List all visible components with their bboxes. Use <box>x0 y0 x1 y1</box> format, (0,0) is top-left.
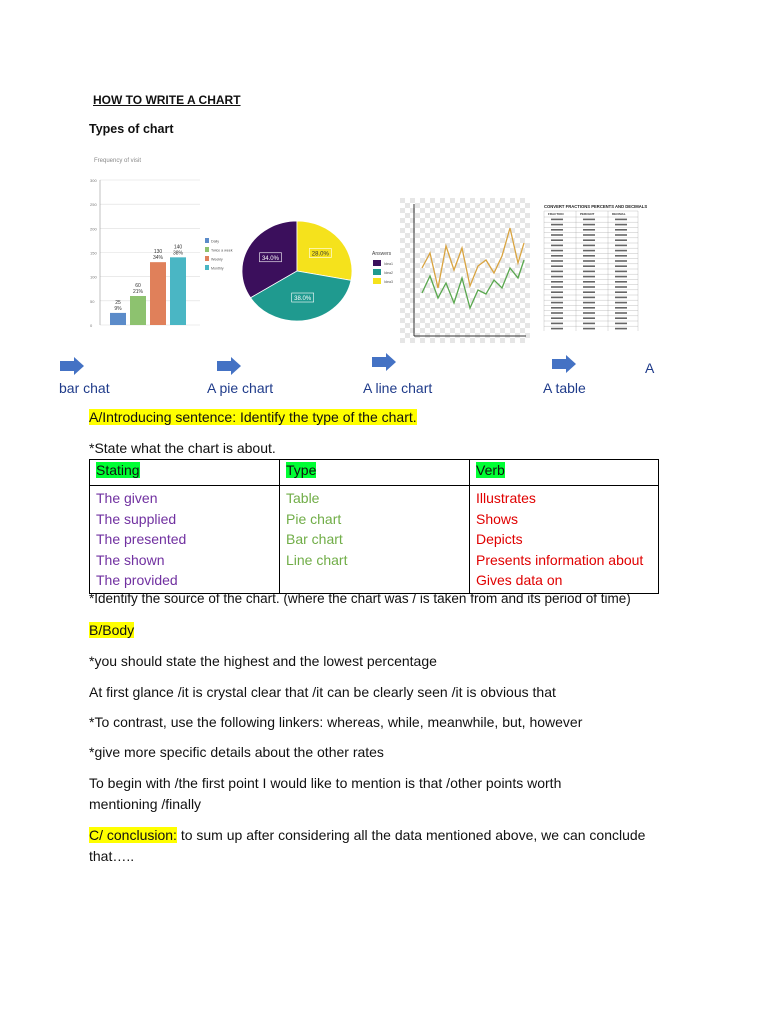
list-item: Table <box>286 490 320 506</box>
table-thumb-cell-text <box>583 307 595 309</box>
header-verb-cell <box>470 460 659 486</box>
table-thumb-cell-text <box>583 317 595 319</box>
table-thumb-header: FRACTION <box>548 212 564 216</box>
caption-stray-a: A <box>645 360 655 376</box>
bar-thumb-legend-swatch <box>205 238 209 243</box>
table-thumb-cell-text <box>583 250 595 252</box>
table-thumb-cell-text <box>551 323 563 325</box>
table-thumb-cell-text <box>615 265 627 267</box>
table-thumb-cell-text <box>551 297 563 299</box>
pie-legend-swatch <box>373 269 381 275</box>
table-thumb-cell-text <box>583 276 595 278</box>
table-thumb-cell-text <box>583 239 595 241</box>
table-thumb-cell-text <box>551 286 563 288</box>
table-thumb-title: CONVERT FRACTIONS PERCENTS AND DECIMALS <box>544 204 648 209</box>
caption-table: A table <box>543 380 586 396</box>
table-thumb-cell-text <box>583 271 595 273</box>
table-thumb-cell-text <box>551 281 563 283</box>
table-thumb-cell-text <box>615 271 627 273</box>
list-item: The shown <box>96 551 165 568</box>
bar-thumb-title: Frequency of visit <box>94 158 142 164</box>
bar-thumb-legend-label: Monthly <box>211 266 224 271</box>
table-thumb-cell-text <box>551 229 563 231</box>
table-thumb-cell-text <box>615 281 627 283</box>
list-item: Pie chart <box>286 510 342 527</box>
arrow-right-icon <box>217 357 241 375</box>
bar-thumb-value-label: 25 <box>115 299 121 306</box>
bar-thumb-bar <box>170 257 186 325</box>
table-thumb-cell-text <box>615 260 627 262</box>
body-line-6: mentioning /finally <box>89 796 202 812</box>
state-instruction: *State what the chart is about. <box>89 440 276 456</box>
table-thumb-header: DECIMAL <box>612 212 626 216</box>
pie-slice-label: 28.0% <box>311 251 329 258</box>
table-thumb-cell-text <box>583 328 595 330</box>
bar-thumb-bar <box>150 262 166 325</box>
table-thumb-cell-text <box>551 245 563 247</box>
bar-thumb-legend-swatch <box>205 265 209 270</box>
body-line-5: To begin with /the first point I would like to mention is that /other points worth <box>89 775 562 791</box>
list-item: Gives data on <box>476 572 563 588</box>
table-thumb-cell-text <box>551 312 563 314</box>
bar-thumb-legend-swatch <box>205 256 209 261</box>
table-thumb-cell-text <box>583 234 595 236</box>
bar-thumb-tick-label: 200 <box>90 226 97 232</box>
pie-legend-label: Idea3 <box>384 280 393 284</box>
bar-thumb-bar <box>110 313 126 325</box>
table-thumb-cell-text <box>615 276 627 278</box>
table-thumb-cell-text <box>551 224 563 226</box>
caption-bar-chart: bar chat <box>59 380 110 396</box>
bar-thumb-value-label: 140 <box>173 244 183 251</box>
table-thumb-cell-text <box>583 260 595 262</box>
body-line-1: *you should state the highest and the lowest percentage <box>89 653 437 669</box>
pie-legend-swatch <box>373 278 381 284</box>
table-thumb-cell-text <box>615 317 627 319</box>
table-thumb-cell-text <box>551 317 563 319</box>
bar-thumb-percent-label: 21% <box>132 289 144 295</box>
body-line-4: *give more specific details about the other rates <box>89 744 384 760</box>
table-thumb-cell-text <box>583 219 595 221</box>
table-thumb-cell-text <box>583 302 595 304</box>
list-item: Line chart <box>286 551 348 568</box>
table-thumb-cell-text <box>551 234 563 236</box>
bar-thumb-percent-label: 34% <box>152 255 164 262</box>
table-thumb-cell-text <box>615 307 627 309</box>
bar-thumb-legend-label: Daily <box>211 239 219 244</box>
bar-thumb-tick-label: 250 <box>90 202 97 208</box>
pie-legend-swatch <box>373 260 381 266</box>
table-thumb-cell-text <box>615 291 627 293</box>
list-item: Depicts <box>476 531 523 547</box>
arrow-right-icon <box>372 353 396 371</box>
section-b-heading <box>89 622 134 638</box>
section-a-heading <box>89 409 417 425</box>
table-thumb-cell-text <box>551 250 563 252</box>
types-heading: Types of chart <box>89 122 174 136</box>
header-type: Type <box>286 462 317 478</box>
table-thumb-cell-text <box>551 291 563 293</box>
bar-thumb-legend-label: Weekly <box>211 257 223 262</box>
table-thumb-cell-text <box>615 328 627 330</box>
bar-thumb-value-label: 60 <box>135 283 141 289</box>
table-image <box>540 200 648 335</box>
section-c-heading: C/ conclusion: <box>89 827 177 843</box>
table-thumb-cell-text <box>615 312 627 314</box>
table-thumb-cell-text <box>551 328 563 330</box>
header-stating: Stating <box>96 462 140 478</box>
bar-thumb-value-label: 130 <box>153 249 163 256</box>
list-item: The given <box>96 490 158 506</box>
section-a-heading-text: A/Introducing sentence: Identify the type of the chart. <box>89 409 417 425</box>
arrow-right-icon <box>60 357 84 375</box>
pie-legend-label: Idea2 <box>384 271 393 275</box>
list-item: The presented <box>96 531 187 547</box>
section-b-heading-text: B/Body <box>89 622 135 638</box>
table-thumb-cell-text <box>583 297 595 299</box>
list-item: Presents information about <box>476 551 644 568</box>
bar-thumb-bar <box>130 296 146 325</box>
table-thumb-cell-text <box>615 219 627 221</box>
table-thumb-header: PERCENT <box>580 212 595 216</box>
table-row <box>90 486 659 594</box>
pie-legend-label: Idea1 <box>384 262 393 266</box>
table-thumb-cell-text <box>583 281 595 283</box>
source-instruction: *Identify the source of the chart. (where the chart was / is taken from and its period of time) <box>89 591 631 606</box>
header-verb: Verb <box>476 462 505 478</box>
table-thumb-cell-text <box>615 234 627 236</box>
table-thumb-cell-text <box>615 245 627 247</box>
table-thumb-cell-text <box>583 229 595 231</box>
list-item: Shows <box>476 510 519 527</box>
line-thumb-background <box>400 198 530 343</box>
bar-thumb-legend-label: Twice a week <box>211 248 233 253</box>
table-thumb-cell-text <box>583 255 595 257</box>
table-thumb-cell-text <box>615 224 627 226</box>
table-thumb-cell-text <box>583 286 595 288</box>
list-item: The supplied <box>96 510 177 527</box>
bar-thumb-legend-swatch <box>205 247 209 252</box>
body-line-3: *To contrast, use the following linkers: whereas, while, meanwhile, but, however <box>89 714 583 730</box>
table-thumb-cell-text <box>615 302 627 304</box>
bar-thumb-percent-label: 38% <box>172 250 184 257</box>
bar-thumb-tick-label: 0 <box>90 323 93 328</box>
table-thumb-cell-text <box>551 255 563 257</box>
table-thumb-cell-text <box>551 271 563 273</box>
caption-line-chart: A line chart <box>363 380 433 396</box>
line-chart-image <box>400 198 530 343</box>
table-thumb-cell-text <box>551 302 563 304</box>
table-thumb-cell-text <box>615 286 627 288</box>
conclusion-line-2: that….. <box>89 848 135 864</box>
conclusion-text: to sum up after considering all the data mentioned above, we can conclude <box>176 827 646 843</box>
bar-thumb-tick-label: 100 <box>90 274 97 280</box>
pie-slice-label: 34.0% <box>261 255 279 262</box>
bar-thumb-percent-label: 9% <box>114 305 122 312</box>
table-thumb-cell-text <box>615 239 627 241</box>
table-thumb-cell-text <box>583 245 595 247</box>
table-thumb-cell-text <box>615 250 627 252</box>
header-type-cell <box>280 460 470 486</box>
page-title: HOW TO WRITE A CHART <box>93 93 241 107</box>
phrase-table <box>89 459 659 594</box>
table-thumb-cell-text <box>551 239 563 241</box>
body-line-2: At first glance /it is crystal clear that /it can be clearly seen /it is obvious that <box>89 684 556 700</box>
table-header-row <box>90 460 659 486</box>
table-thumb-cell-text <box>615 323 627 325</box>
list-item: Illustrates <box>476 490 536 506</box>
bar-thumb-tick-label: 50 <box>90 298 95 304</box>
table-thumb-cell-text <box>615 255 627 257</box>
bar-thumb-tick-label: 150 <box>90 250 97 256</box>
table-thumb-cell-text <box>551 219 563 221</box>
table-thumb-cell-text <box>583 224 595 226</box>
header-stating-cell <box>90 460 280 486</box>
bar-thumb-tick-label: 300 <box>90 178 97 183</box>
stating-column <box>90 486 280 594</box>
table-thumb-cell-text <box>583 291 595 293</box>
pie-slice-label: 38.0% <box>294 296 312 303</box>
bar-chart-image <box>88 150 233 330</box>
table-thumb-cell-text <box>551 276 563 278</box>
arrow-right-icon <box>552 355 576 373</box>
table-thumb-cell-text <box>551 265 563 267</box>
pie-chart-image <box>240 215 405 325</box>
table-thumb-cell-text <box>583 312 595 314</box>
list-item: The provided <box>96 572 178 588</box>
list-item: Bar chart <box>286 531 343 547</box>
table-thumb-cell-text <box>551 260 563 262</box>
type-column <box>280 486 470 594</box>
table-thumb-cell-text <box>615 297 627 299</box>
verb-column <box>470 486 659 594</box>
table-thumb-cell-text <box>551 307 563 309</box>
table-thumb-cell-text <box>583 265 595 267</box>
table-thumb-cell-text <box>615 229 627 231</box>
caption-pie-chart: A pie chart <box>207 380 274 396</box>
conclusion-line-1 <box>89 827 645 843</box>
pie-legend-title: Answers <box>372 251 392 257</box>
table-thumb-cell-text <box>583 323 595 325</box>
